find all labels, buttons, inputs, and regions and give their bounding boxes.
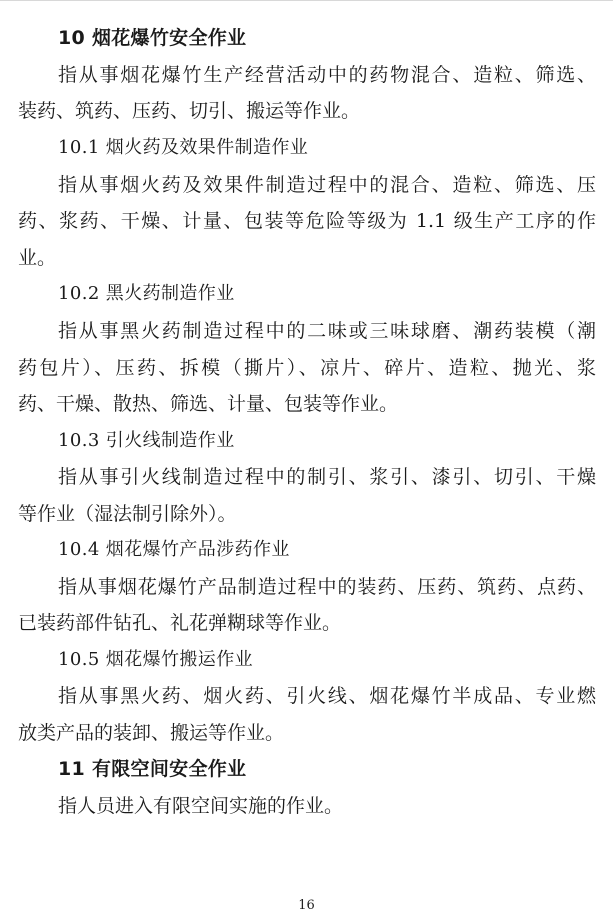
body-line: 指从事烟火药及效果件制造过程中的混合、造粒、筛选、压 — [58, 174, 596, 196]
body-line: 指人员进入有限空间实施的作业。 — [58, 795, 344, 817]
page-number: 16 — [298, 898, 315, 913]
subsection-heading: 10.3 引火线制造作业 — [58, 430, 235, 451]
body-line: 指从事黑火药制造过程中的二味或三味球磨、潮药装模（潮 — [58, 320, 596, 342]
subsection-heading: 10.4 烟花爆竹产品涉药作业 — [58, 539, 290, 560]
subsection-heading: 10.1 烟火药及效果件制造作业 — [58, 137, 309, 158]
subsection-heading: 10.2 黑火药制造作业 — [58, 283, 235, 304]
body-line: 已装药部件钻孔、礼花弹糊球等作业。 — [18, 612, 342, 634]
body-line: 药包片）、压药、拆模（撕片）、凉片、碎片、造粒、抛光、浆 — [18, 357, 596, 379]
body-line: 药、浆药、干燥、计量、包装等危险等级为 1.1 级生产工序的作 — [18, 210, 596, 232]
body-line: 指从事黑火药、烟火药、引火线、烟花爆竹半成品、专业燃 — [58, 685, 596, 707]
body-line: 放类产品的装卸、搬运等作业。 — [18, 722, 285, 744]
body-line: 装药、筑药、压药、切引、搬运等作业。 — [18, 100, 361, 122]
body-line: 指从事烟花爆竹产品制造过程中的装药、压药、筑药、点药、 — [58, 576, 596, 598]
body-line: 指从事烟花爆竹生产经营活动中的药物混合、造粒、筛选、 — [58, 64, 596, 86]
section-heading: 11 有限空间安全作业 — [58, 758, 247, 780]
section-heading: 10 烟花爆竹安全作业 — [58, 27, 247, 49]
body-line: 等作业（湿法制引除外）。 — [18, 503, 237, 525]
subsection-heading: 10.5 烟花爆竹搬运作业 — [58, 649, 253, 670]
body-line: 业。 — [18, 247, 57, 269]
body-line: 指从事引火线制造过程中的制引、浆引、漆引、切引、干燥 — [58, 466, 596, 488]
body-line: 药、干燥、散热、筛选、计量、包装等作业。 — [18, 393, 399, 415]
